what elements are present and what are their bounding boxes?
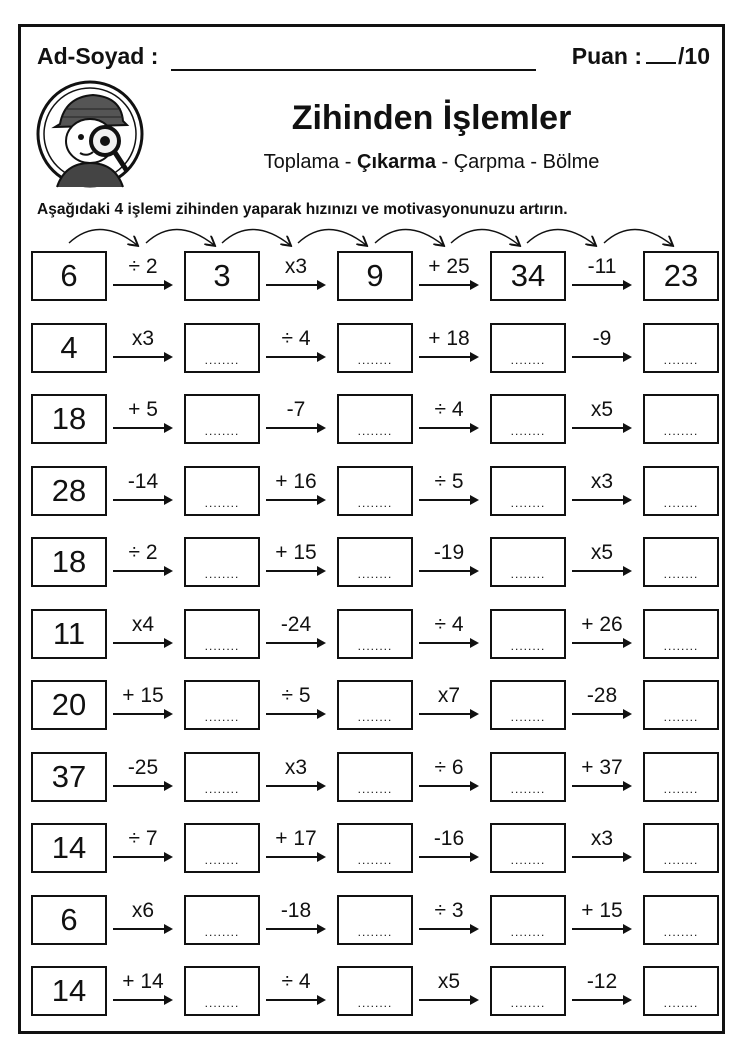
arrow-right-icon (570, 637, 634, 649)
operation-label: x3 (131, 327, 155, 350)
arrow-right-icon (111, 565, 175, 577)
operation-step (415, 537, 483, 587)
operation-label: ÷ 4 (434, 398, 464, 421)
answer-placeholder: ........ (357, 496, 393, 510)
answer-placeholder: ........ (510, 496, 546, 510)
operation-label: -18 (280, 899, 312, 922)
answer-placeholder: ........ (204, 496, 240, 510)
arrow-right-icon (264, 780, 328, 792)
arrow-right-icon (570, 708, 634, 720)
answer-box[interactable] (490, 680, 566, 730)
operation-label: -24 (280, 613, 312, 636)
answer-placeholder: ........ (357, 424, 393, 438)
answer-box[interactable] (337, 680, 413, 730)
arrow-right-icon (417, 637, 481, 649)
start-number-box: 11 (31, 609, 107, 659)
answer-box[interactable] (643, 680, 719, 730)
arrow-right-icon (417, 923, 481, 935)
arrow-right-icon (264, 279, 328, 291)
result-box: 23 (643, 251, 719, 301)
arrow-right-icon (570, 923, 634, 935)
result-box: 9 (337, 251, 413, 301)
arrow-right-icon (417, 279, 481, 291)
answer-placeholder: ........ (204, 424, 240, 438)
answer-box[interactable] (643, 537, 719, 587)
operation-label: -28 (586, 684, 618, 707)
result-box: 3 (184, 251, 260, 301)
operation-label: + 25 (428, 255, 470, 278)
operation-label: -25 (127, 756, 159, 779)
answer-placeholder: ........ (204, 925, 240, 939)
operation-label: + 14 (122, 970, 164, 993)
answer-placeholder: ........ (510, 639, 546, 653)
answer-placeholder: ........ (663, 853, 699, 867)
answer-box[interactable] (490, 609, 566, 659)
operation-step (109, 394, 177, 444)
score-max: /10 (678, 43, 710, 69)
answer-box[interactable] (337, 537, 413, 587)
operation-label: x6 (131, 899, 155, 922)
page-title: Zihinden İşlemler (291, 99, 572, 137)
operation-step (415, 466, 483, 516)
arrow-right-icon (570, 279, 634, 291)
operation-step (415, 251, 483, 301)
arrow-right-icon (570, 565, 634, 577)
operation-label: + 15 (122, 684, 164, 707)
answer-box[interactable] (643, 609, 719, 659)
answer-placeholder: ........ (663, 925, 699, 939)
operation-step (109, 323, 177, 373)
operation-step (415, 752, 483, 802)
operation-label: x3 (284, 255, 308, 278)
operation-step (109, 823, 177, 873)
arrow-right-icon (570, 422, 634, 434)
answer-box[interactable] (643, 323, 719, 373)
arrow-right-icon (264, 994, 328, 1006)
start-number-box: 14 (31, 823, 107, 873)
operation-label: + 18 (428, 327, 470, 350)
answer-placeholder: ........ (357, 567, 393, 581)
operation-step (262, 394, 330, 444)
answer-box[interactable] (337, 823, 413, 873)
answer-placeholder: ........ (204, 353, 240, 367)
answer-box[interactable] (490, 966, 566, 1016)
operation-step (262, 251, 330, 301)
answer-box[interactable] (337, 895, 413, 945)
arrow-right-icon (111, 923, 175, 935)
arrow-right-icon (111, 351, 175, 363)
operation-label: ÷ 6 (434, 756, 464, 779)
answer-box[interactable] (184, 323, 260, 373)
operation-label: ÷ 4 (281, 327, 311, 350)
answer-box[interactable] (337, 966, 413, 1016)
arrow-right-icon (417, 494, 481, 506)
start-number-box: 14 (31, 966, 107, 1016)
arrow-right-icon (264, 565, 328, 577)
arrow-right-icon (264, 637, 328, 649)
operation-step (262, 537, 330, 587)
operation-label: x4 (131, 613, 155, 636)
answer-box[interactable] (490, 323, 566, 373)
operation-label: ÷ 4 (281, 970, 311, 993)
operation-step (109, 680, 177, 730)
answer-box[interactable] (184, 609, 260, 659)
operation-step (568, 680, 636, 730)
operation-label: ÷ 7 (128, 827, 158, 850)
answer-placeholder: ........ (357, 353, 393, 367)
answer-placeholder: ........ (663, 782, 699, 796)
arrow-right-icon (111, 851, 175, 863)
worksheet (18, 24, 725, 1034)
operation-step (109, 966, 177, 1016)
start-number-box: 6 (31, 895, 107, 945)
subtitle-division: Bölme (542, 151, 600, 173)
operation-step (262, 966, 330, 1016)
operation-step (568, 823, 636, 873)
operation-label: ÷ 3 (434, 899, 464, 922)
operation-step (568, 466, 636, 516)
operation-label: x5 (437, 970, 461, 993)
start-number-box: 18 (31, 537, 107, 587)
operation-step (415, 680, 483, 730)
operation-step (109, 537, 177, 587)
answer-placeholder: ........ (204, 853, 240, 867)
answer-box[interactable] (337, 609, 413, 659)
operation-label: -19 (433, 541, 465, 564)
answer-box[interactable] (184, 966, 260, 1016)
operation-step (262, 609, 330, 659)
arrow-right-icon (111, 637, 175, 649)
answer-box[interactable] (490, 466, 566, 516)
answer-placeholder: ........ (510, 424, 546, 438)
arrow-right-icon (111, 422, 175, 434)
answer-box[interactable] (337, 323, 413, 373)
answer-placeholder: ........ (357, 996, 393, 1010)
answer-box[interactable] (643, 895, 719, 945)
answer-box[interactable] (490, 752, 566, 802)
answer-box[interactable] (184, 394, 260, 444)
operation-label: + 26 (581, 613, 623, 636)
answer-placeholder: ........ (510, 710, 546, 724)
operation-step (568, 537, 636, 587)
operation-step (109, 466, 177, 516)
operation-label: -16 (433, 827, 465, 850)
operation-step (568, 895, 636, 945)
operation-label: -11 (587, 255, 617, 278)
answer-box[interactable] (337, 394, 413, 444)
operation-label: ÷ 5 (434, 470, 464, 493)
start-number-box: 37 (31, 752, 107, 802)
answer-placeholder: ........ (663, 996, 699, 1010)
operation-step (109, 752, 177, 802)
start-number-box: 20 (31, 680, 107, 730)
operation-step (415, 895, 483, 945)
answer-box[interactable] (490, 823, 566, 873)
operation-grid (21, 27, 728, 1037)
answer-box[interactable] (184, 466, 260, 516)
answer-box[interactable] (643, 466, 719, 516)
subtitle-separator: - (524, 151, 543, 173)
operation-label: x3 (284, 756, 308, 779)
answer-placeholder: ........ (204, 996, 240, 1010)
answer-placeholder: ........ (663, 424, 699, 438)
instruction-text: Aşağıdaki 4 işlemi zihinden yaparak hızınızı ve motivasyonunuzu artırın. (37, 201, 568, 218)
arrow-right-icon (264, 708, 328, 720)
start-number-box: 28 (31, 466, 107, 516)
arrow-right-icon (111, 279, 175, 291)
operation-label: ÷ 4 (434, 613, 464, 636)
arrow-right-icon (570, 494, 634, 506)
operation-step (568, 752, 636, 802)
operation-label: + 37 (581, 756, 623, 779)
operation-step (415, 394, 483, 444)
operation-label: x5 (590, 541, 614, 564)
operation-step (109, 251, 177, 301)
operation-step (262, 466, 330, 516)
answer-placeholder: ........ (204, 639, 240, 653)
subtitle-separator: - (339, 151, 358, 173)
operation-label: + 16 (275, 470, 317, 493)
arrow-right-icon (417, 422, 481, 434)
answer-placeholder: ........ (357, 782, 393, 796)
answer-placeholder: ........ (357, 639, 393, 653)
operation-step (262, 752, 330, 802)
operation-label: x7 (437, 684, 461, 707)
answer-placeholder: ........ (663, 353, 699, 367)
arrow-right-icon (570, 780, 634, 792)
answer-box[interactable] (643, 752, 719, 802)
operation-step (568, 251, 636, 301)
answer-placeholder: ........ (663, 567, 699, 581)
operation-step (109, 609, 177, 659)
answer-box[interactable] (490, 537, 566, 587)
arrow-right-icon (264, 351, 328, 363)
answer-box[interactable] (643, 394, 719, 444)
start-number-box: 18 (31, 394, 107, 444)
operation-step (568, 609, 636, 659)
operation-label: -9 (592, 327, 612, 350)
arrow-right-icon (111, 708, 175, 720)
name-label: Ad-Soyad : (37, 43, 159, 69)
operation-step (262, 680, 330, 730)
arrow-right-icon (417, 565, 481, 577)
operation-step (109, 895, 177, 945)
answer-box[interactable] (184, 752, 260, 802)
answer-placeholder: ........ (663, 496, 699, 510)
start-number-box: 6 (31, 251, 107, 301)
operation-step (568, 323, 636, 373)
arrow-right-icon (570, 851, 634, 863)
answer-box[interactable] (337, 752, 413, 802)
arrow-right-icon (417, 780, 481, 792)
answer-box[interactable] (490, 394, 566, 444)
arrow-right-icon (264, 851, 328, 863)
operation-label: x3 (590, 827, 614, 850)
operation-step (262, 323, 330, 373)
arrow-right-icon (570, 994, 634, 1006)
operation-label: -14 (127, 470, 159, 493)
answer-placeholder: ........ (663, 639, 699, 653)
operation-step (415, 609, 483, 659)
answer-box[interactable] (184, 895, 260, 945)
answer-placeholder: ........ (357, 853, 393, 867)
operation-step (568, 394, 636, 444)
answer-placeholder: ........ (357, 710, 393, 724)
answer-box[interactable] (184, 823, 260, 873)
arrow-right-icon (264, 923, 328, 935)
answer-placeholder: ........ (510, 567, 546, 581)
arrow-right-icon (111, 780, 175, 792)
operation-step (415, 323, 483, 373)
subtitle-multiplication: Çarpma (453, 151, 525, 173)
subtitle-separator: - (435, 151, 454, 173)
answer-box[interactable] (643, 966, 719, 1016)
answer-placeholder: ........ (510, 996, 546, 1010)
answer-placeholder: ........ (510, 853, 546, 867)
operation-label: + 15 (275, 541, 317, 564)
start-number-box: 4 (31, 323, 107, 373)
operation-label: ÷ 5 (281, 684, 311, 707)
answer-box[interactable] (184, 537, 260, 587)
answer-placeholder: ........ (510, 925, 546, 939)
answer-box[interactable] (184, 680, 260, 730)
answer-placeholder: ........ (204, 567, 240, 581)
arrow-right-icon (570, 351, 634, 363)
arrow-right-icon (264, 494, 328, 506)
arrow-right-icon (417, 994, 481, 1006)
operation-step (262, 895, 330, 945)
operation-label: + 15 (581, 899, 623, 922)
operation-step (568, 966, 636, 1016)
operation-label: + 17 (275, 827, 317, 850)
operation-label: ÷ 2 (128, 541, 158, 564)
result-box: 34 (490, 251, 566, 301)
arrow-right-icon (417, 351, 481, 363)
answer-placeholder: ........ (663, 710, 699, 724)
operation-label: x5 (590, 398, 614, 421)
answer-placeholder: ........ (510, 353, 546, 367)
answer-box[interactable] (643, 823, 719, 873)
arrow-right-icon (111, 494, 175, 506)
arrow-right-icon (417, 851, 481, 863)
answer-placeholder: ........ (204, 710, 240, 724)
answer-box[interactable] (337, 466, 413, 516)
answer-placeholder: ........ (204, 782, 240, 796)
answer-placeholder: ........ (510, 782, 546, 796)
subtitle-addition: Toplama (263, 151, 340, 173)
arrow-right-icon (417, 708, 481, 720)
arrow-right-icon (111, 994, 175, 1006)
arrow-right-icon (264, 422, 328, 434)
operation-label: + 5 (128, 398, 158, 421)
operation-label: x3 (590, 470, 614, 493)
score-label: Puan : (571, 43, 643, 69)
answer-placeholder: ........ (357, 925, 393, 939)
operation-step (415, 823, 483, 873)
operation-step (415, 966, 483, 1016)
answer-box[interactable] (490, 895, 566, 945)
operation-label: -7 (286, 398, 306, 421)
subtitle-subtraction: Çıkarma (357, 151, 436, 173)
operation-label: -12 (586, 970, 618, 993)
operation-label: ÷ 2 (128, 255, 158, 278)
operation-step (262, 823, 330, 873)
